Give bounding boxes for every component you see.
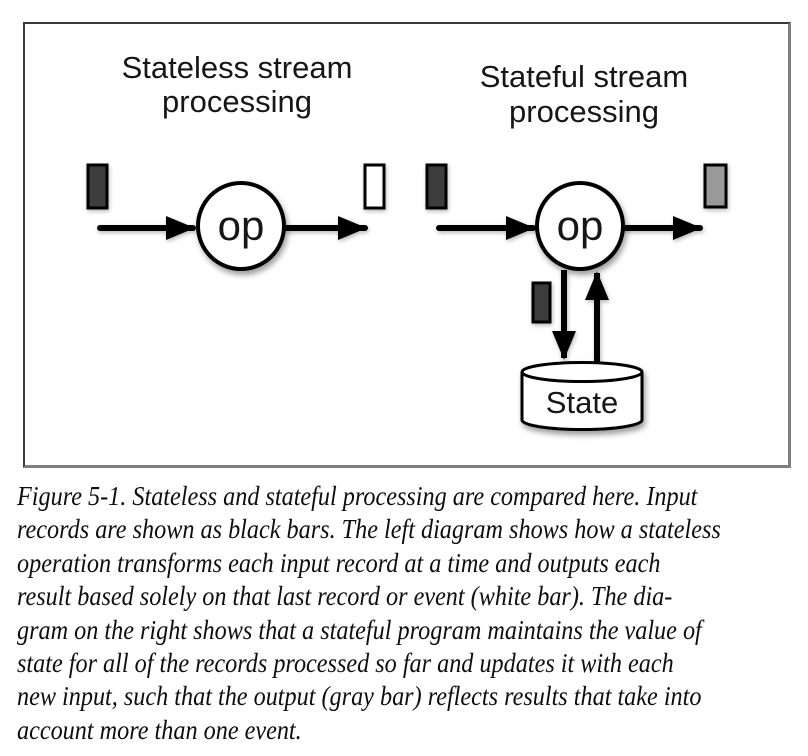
state-label: State <box>545 385 619 420</box>
stateful-panel <box>427 59 726 430</box>
state-record-bar <box>533 283 550 322</box>
figure-diagram-box <box>23 22 791 468</box>
input-record-bar <box>427 165 446 208</box>
stateful-title-line1: Stateful stream <box>479 59 689 94</box>
figure-caption <box>17 479 791 746</box>
op-label: op <box>217 202 265 249</box>
caption-line: new input, such that the output (gray bar) reflects results that take into <box>17 680 702 712</box>
stateless-panel <box>88 50 384 269</box>
stateless-title-line1: Stateless stream <box>121 50 353 85</box>
caption-line: result based solely on that last record or event (white bar). The dia- <box>17 580 673 612</box>
output-record-bar-white <box>365 165 384 208</box>
stateless-title-line2: processing <box>162 84 312 119</box>
stateful-title-line2: processing <box>509 94 659 129</box>
output-record-bar-gray <box>705 165 726 207</box>
stream-processing-diagram <box>25 24 788 465</box>
caption-line: state for all of the records processed so far and updates it with each <box>17 647 674 679</box>
input-record-bar <box>88 165 107 208</box>
state-cylinder-top <box>522 363 642 382</box>
caption-line: records are shown as black bars. The left diagram shows how a stateless <box>17 513 721 545</box>
caption-line: account more than one event. <box>17 713 302 745</box>
op-label: op <box>556 202 604 249</box>
caption-line: gram on the right shows that a stateful program maintains the value of <box>17 613 702 645</box>
caption-line: operation transforms each input record at a time and outputs each <box>17 546 661 578</box>
caption-line: Figure 5-1. Stateless and stateful processing are compared here. Input <box>17 480 698 511</box>
